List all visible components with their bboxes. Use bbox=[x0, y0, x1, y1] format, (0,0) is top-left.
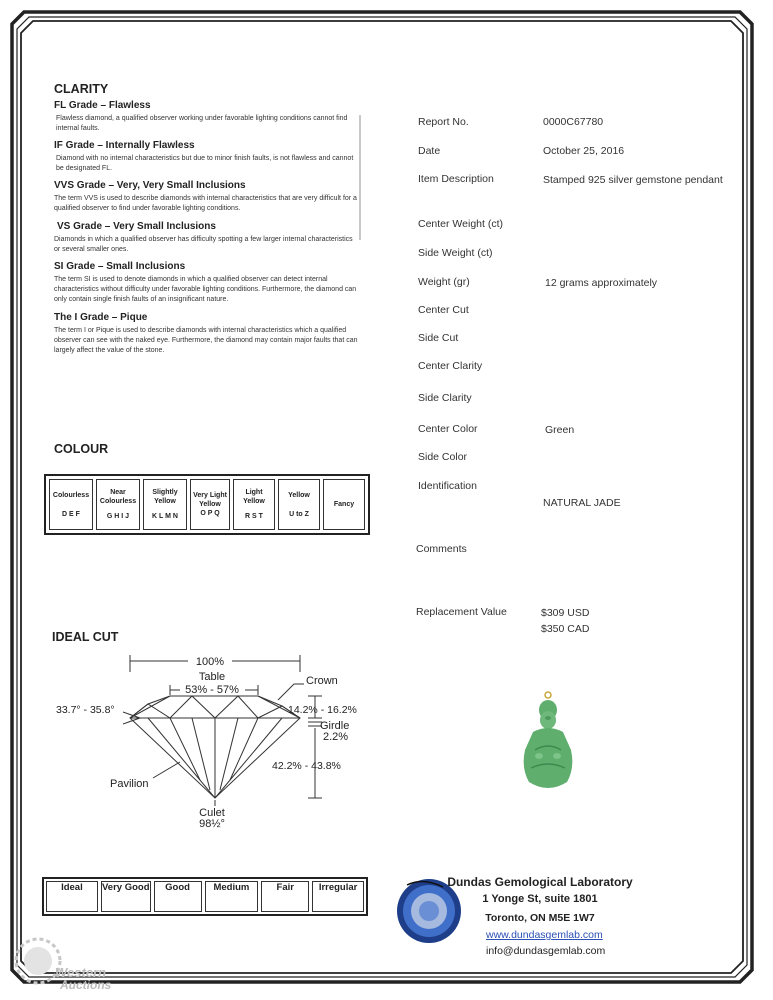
cut-grade-cell: Ideal bbox=[46, 881, 98, 912]
cut-grade-cell: Good bbox=[154, 881, 202, 912]
cut-grade-cell: Very Good bbox=[101, 881, 151, 912]
colour-cell: Near Colourless G H I J bbox=[96, 479, 140, 530]
colour-cell: Very Light Yellow O P Q bbox=[190, 479, 230, 530]
jade-pendant-photo bbox=[515, 690, 585, 800]
cut-grade-cell: Medium bbox=[205, 881, 259, 912]
grade-heading: The I Grade – Pique bbox=[54, 312, 148, 323]
grade-description: Diamond with no internal characteristics but due to minor finish faults, is not flawless and cannot be designated FL. bbox=[56, 155, 354, 172]
report-label: Side Weight (ct) bbox=[418, 247, 493, 259]
report-value: Stamped 925 silver gemstone pendant bbox=[543, 174, 723, 186]
report-label: Identification bbox=[418, 480, 477, 492]
diamond-diagram bbox=[50, 650, 370, 830]
girdle-label: Girdle bbox=[320, 720, 350, 732]
crown-label: Crown bbox=[306, 675, 338, 687]
report-value: 0000C67780 bbox=[543, 116, 604, 128]
report-label: Replacement Value bbox=[416, 606, 507, 618]
lab-email: info@dundasgemlab.com bbox=[486, 945, 606, 957]
lab-website-link[interactable]: www.dundasgemlab.com bbox=[486, 929, 603, 941]
grade-heading: FL Grade – Flawless bbox=[54, 100, 151, 111]
grade-description: The term VVS is used to describe diamonds with internal characteristics that are very difficult for a qualified observer to find under favorable lighting conditions. bbox=[54, 195, 357, 212]
grade-description: Diamonds in which a qualified observer has difficulty spotting a few larger internal characteristics or several smaller ones. bbox=[54, 236, 353, 253]
pavilion-depth-label: 42.2% - 43.8% bbox=[272, 760, 341, 772]
clarity-grade-list bbox=[54, 100, 360, 356]
colour-scale-table bbox=[44, 474, 370, 535]
girdle-pct-label: 2.2% bbox=[323, 731, 349, 743]
crown-height-label: 14.2% - 16.2% bbox=[288, 704, 357, 716]
report-label: Side Clarity bbox=[418, 392, 472, 404]
crown-angle-label: 33.7° - 35.8° bbox=[56, 704, 115, 716]
clarity-grade-i bbox=[54, 312, 360, 356]
cut-grade-cell: Fair bbox=[261, 881, 309, 912]
clarity-title: CLARITY bbox=[54, 82, 109, 96]
grade-heading: VVS Grade – Very, Very Small Inclusions bbox=[54, 180, 246, 191]
colour-cell: Fancy bbox=[323, 479, 365, 530]
cut-grade-cell: Irregular bbox=[312, 881, 364, 912]
report-label: Report No. bbox=[418, 116, 469, 128]
report-label: Weight (gr) bbox=[418, 276, 470, 288]
report-value-secondary: $350 CAD bbox=[541, 623, 590, 635]
clarity-grade-fl bbox=[54, 100, 360, 140]
report-value: NATURAL JADE bbox=[543, 497, 621, 509]
colour-title: COLOUR bbox=[54, 442, 109, 456]
clarity-grade-vvs bbox=[54, 180, 360, 221]
clarity-grade-si bbox=[54, 261, 360, 312]
colour-cell: Light Yellow R S T bbox=[233, 479, 275, 530]
grade-description: The term SI is used to denote diamonds in which a qualified observer can detect internal characteristics without difficulty under favorable lighting conditions. Furthermore, the diamond can only contain single finish faults of an insignificant nature. bbox=[54, 276, 357, 303]
cut-grade-table bbox=[42, 877, 368, 916]
svg-text:Western: Western bbox=[55, 965, 107, 980]
watermark-text: Auctions bbox=[60, 978, 112, 992]
grade-heading: VS Grade – Very Small Inclusions bbox=[57, 221, 216, 232]
report-label: Center Clarity bbox=[418, 360, 483, 372]
report-value: $309 USD bbox=[541, 607, 590, 619]
width-label: 100% bbox=[195, 656, 225, 668]
culet-label: Culet bbox=[199, 807, 225, 819]
report-value: 12 grams approximately bbox=[545, 277, 658, 289]
colour-cell: Colourless D E F bbox=[49, 479, 93, 530]
report-value: Green bbox=[545, 424, 575, 436]
table-label: Table bbox=[198, 671, 226, 683]
grade-heading: IF Grade – Internally Flawless bbox=[54, 140, 195, 151]
colour-cell: Slightly Yellow K L M N bbox=[143, 479, 187, 530]
colour-cell: Yellow U to Z bbox=[278, 479, 320, 530]
culet-angle-label: 98½° bbox=[199, 818, 225, 830]
grade-description: Flawless diamond, a qualified observer working under favorable lighting conditions cannot find internal faults. bbox=[56, 115, 348, 132]
pavilion-label: Pavilion bbox=[110, 778, 149, 790]
report-label: Date bbox=[418, 145, 441, 157]
report-label: Comments bbox=[416, 543, 467, 555]
clarity-grade-vs bbox=[54, 221, 360, 261]
grade-heading: SI Grade – Small Inclusions bbox=[54, 261, 186, 272]
report-label: Side Cut bbox=[418, 332, 459, 344]
report-value: October 25, 2016 bbox=[543, 145, 625, 157]
report-label: Center Cut bbox=[418, 304, 469, 316]
clarity-grade-if bbox=[54, 140, 360, 180]
lab-name: Dundas Gemological Laboratory bbox=[447, 875, 633, 889]
table-range-label: 53% - 57% bbox=[185, 684, 239, 696]
lab-address-line1: 1 Yonge St, suite 1801 bbox=[482, 893, 598, 905]
report-label: Center Weight (ct) bbox=[418, 218, 503, 230]
ideal-cut-title: IDEAL CUT bbox=[52, 630, 119, 644]
grade-description: The term I or Pique is used to describe diamonds with internal characteristics which a qualified observer can see with the naked eye. Furthermore, the diamond may contain major faults that can largely affect the value of the stone. bbox=[54, 327, 358, 354]
lab-address-line2: Toronto, ON M5E 1W7 bbox=[485, 912, 595, 924]
report-label: Center Color bbox=[418, 423, 478, 435]
report-label: Side Color bbox=[418, 451, 468, 463]
report-label: Item Description bbox=[418, 173, 494, 185]
